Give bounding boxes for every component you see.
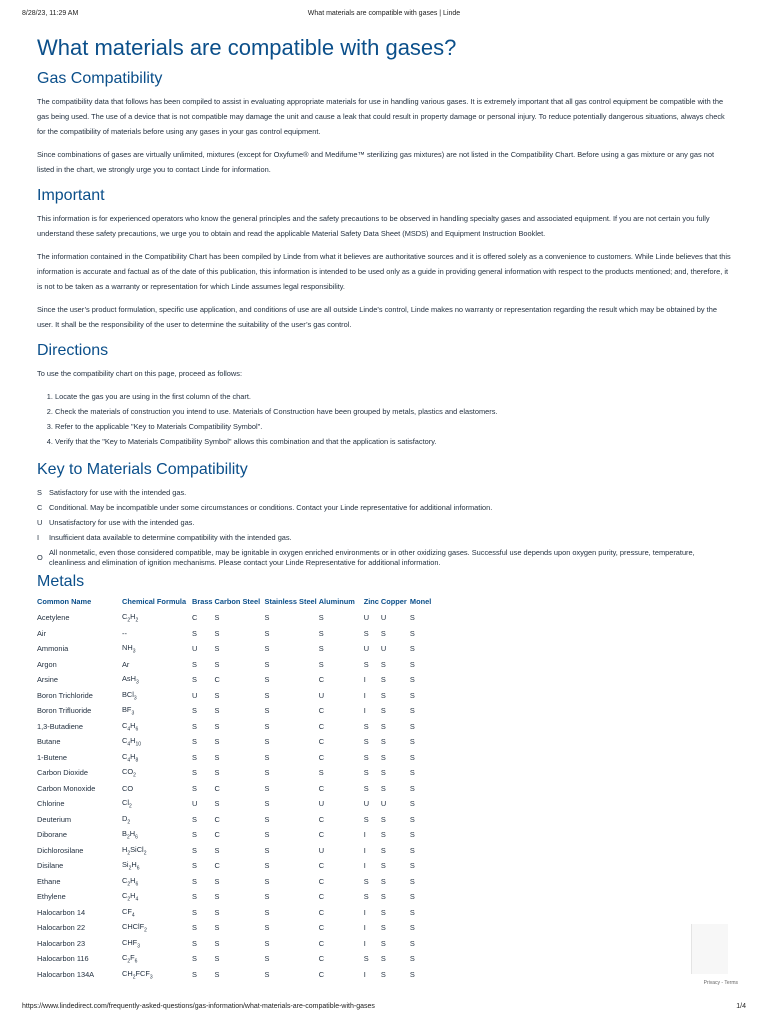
gas-name-cell: Carbon Monoxide — [37, 783, 96, 793]
compatibility-cell: S — [214, 907, 220, 917]
compatibility-cell: C — [318, 907, 325, 917]
table-row — [37, 734, 440, 750]
recaptcha-badge — [691, 924, 728, 974]
table-row — [37, 672, 440, 688]
gas-name-cell: Butane — [37, 737, 61, 747]
compatibility-cell: S — [264, 783, 270, 793]
compatibility-cell: S — [409, 628, 415, 638]
compatibility-cell: S — [380, 954, 386, 964]
gas-name-cell: Diborane — [37, 830, 67, 840]
key-symbol: I — [37, 533, 40, 542]
print-header — [22, 10, 746, 22]
important-heading: Important — [37, 187, 105, 204]
table-row — [37, 688, 440, 704]
compatibility-cell: C — [318, 675, 325, 685]
table-row — [37, 812, 440, 828]
directions-intro: To use the compatibility chart on this page, proceed as follows: — [37, 369, 242, 378]
important-paragraph-3: Since the user’s product formulation, specific use application, and conditions of use are all outside Linde’s control, Linde makes no warranty or representation regarding the result which may be obtained by the user. It shall be the responsibility of the user to determine the suitability of the user’s gas control. — [37, 305, 717, 329]
compatibility-cell: S — [214, 737, 220, 747]
chemical-formula-cell: $C_4H_8$ — [122, 751, 139, 763]
compatibility-cell: S — [409, 783, 415, 793]
column-header: Brass — [192, 597, 213, 606]
compatibility-cell: S — [264, 644, 270, 654]
compatibility-cell: S — [380, 969, 386, 979]
compatibility-cell: S — [214, 768, 220, 778]
compatibility-cell: S — [214, 706, 220, 716]
compatibility-cell: S — [264, 690, 270, 700]
compatibility-cell: S — [380, 892, 386, 902]
chemical-formula-cell: $C_4H_6$ — [122, 720, 139, 732]
compatibility-cell: S — [214, 938, 220, 948]
compatibility-cell: U — [363, 613, 370, 623]
compatibility-cell: S — [363, 737, 369, 747]
table-row — [37, 765, 440, 781]
compatibility-cell: S — [363, 768, 369, 778]
key-symbol: S — [37, 488, 42, 497]
chemical-formula-cell: CO — [122, 783, 134, 793]
compatibility-cell: S — [380, 768, 386, 778]
compatibility-cell: S — [192, 752, 197, 762]
compatibility-cell: S — [380, 907, 386, 917]
gas-name-cell: Halocarbon 23 — [37, 938, 86, 948]
compatibility-cell: C — [318, 706, 325, 716]
directions-step: 3. Refer to the applicable "Key to Materials Compatibility Symbol". — [55, 419, 731, 434]
compatibility-cell: C — [318, 830, 325, 840]
table-row — [37, 936, 440, 952]
column-header: Stainless Steel — [264, 597, 317, 606]
gas-name-cell: Ethane — [37, 876, 61, 886]
compatibility-cell: S — [264, 923, 270, 933]
table-row — [37, 874, 440, 890]
compatibility-cell: U — [192, 690, 198, 700]
article-content — [37, 30, 731, 982]
compatibility-cell: S — [192, 659, 197, 669]
key-description: Satisfactory for use with the intended gas. — [49, 488, 187, 497]
gas-compatibility-paragraph-2: Since combinations of gases are virtually unlimited, mixtures (except for Oxyfume® and Medifume™ sterilizing gas mixtures) are not listed in the Compatibility Chart. Before using a gas mixture or any gas not listed in the chart, we strongly urge you to contact Linde for information. — [37, 150, 715, 174]
table-row — [37, 920, 440, 936]
compatibility-cell: S — [409, 675, 415, 685]
compatibility-cell: S — [363, 783, 369, 793]
page-url: https://www.lindedirect.com/frequently-asked-questions/gas-information/what-materials-are-compatible-with-gases — [22, 1003, 375, 1010]
chemical-formula-cell: $CH_2FCF_3$ — [122, 968, 153, 980]
compatibility-cell: S — [409, 814, 415, 824]
compatibility-cell: S — [409, 876, 415, 886]
page-title: What materials are compatible with gases? — [37, 35, 457, 60]
compatibility-cell: S — [192, 768, 197, 778]
compatibility-cell: S — [380, 675, 386, 685]
gas-compatibility-paragraph-1: The compatibility data that follows has been compiled to assist in evaluating appropriate materials for use in handling various gases. It is extremely important that all gas control equipment be compatible with the gas being used. The use of a device that is not compatible may damage the unit and cause a leak that could result in property damage or personal injury. To reduce potentially dangerous situations, always check for the compatibility of materials before using any gases in your gas control equipment. — [37, 97, 725, 136]
column-header: Monel — [409, 597, 432, 606]
recaptcha-links[interactable]: Privacy - Terms — [703, 980, 738, 986]
compatibility-cell: U — [363, 799, 370, 809]
column-header: Common Name — [37, 597, 92, 606]
print-doc-title: What materials are compatible with gases | Linde — [307, 10, 461, 17]
table-row — [37, 626, 440, 642]
compatibility-cell: C — [318, 876, 325, 886]
compatibility-cell: S — [409, 690, 415, 700]
compatibility-cell: S — [409, 845, 415, 855]
compatibility-cell: U — [380, 799, 387, 809]
key-heading: Key to Materials Compatibility — [37, 461, 248, 478]
gas-name-cell: Ammonia — [37, 644, 69, 654]
key-description: Conditional. May be incompatible under some circumstances or conditions. Contact your Linde representative for additional information. — [49, 503, 493, 512]
compatibility-cell: C — [318, 737, 325, 747]
metals-heading: Metals — [37, 573, 85, 590]
compatibility-cell: S — [192, 783, 197, 793]
compatibility-cell: U — [192, 799, 198, 809]
compatibility-cell: S — [192, 830, 197, 840]
compatibility-cell: C — [318, 752, 325, 762]
page-number: 1/4 — [736, 1003, 746, 1010]
compatibility-cell: S — [214, 923, 220, 933]
gas-name-cell: Halocarbon 14 — [37, 907, 86, 917]
compatibility-cell: C — [214, 814, 220, 824]
table-row — [37, 781, 440, 797]
compatibility-cell: C — [192, 613, 198, 623]
compatibility-cell: S — [380, 706, 386, 716]
compatibility-cell: C — [318, 861, 325, 871]
table-row — [37, 719, 440, 735]
compatibility-cell: S — [363, 659, 369, 669]
compatibility-cell: S — [409, 706, 415, 716]
table-header-row — [37, 597, 440, 610]
compatibility-cell: S — [264, 799, 270, 809]
directions-step: 2. Check the materials of construction you intend to use. Materials of Construction have been grouped by metals, plastics and elastomers. — [55, 404, 731, 419]
compatibility-cell: S — [318, 628, 324, 638]
compatibility-cell: S — [409, 969, 415, 979]
compatibility-cell: S — [409, 721, 415, 731]
compatibility-cell: S — [192, 721, 197, 731]
compatibility-cell: S — [214, 969, 220, 979]
compatibility-cell: S — [409, 768, 415, 778]
compatibility-cell: U — [380, 644, 387, 654]
compatibility-cell: S — [409, 659, 415, 669]
chemical-formula-cell: $Si_2H_6$ — [122, 860, 140, 872]
key-description: All nonmetalic, even those considered compatible, may be ignitable in oxygen enriched environments or in other oxidizing gases. Successful use depends upon oxygen purity, pressure, temperature, cleanliness and elimination of ignition mechanisms. Please contact your Linde Representative for additional information. — [49, 548, 695, 567]
gas-name-cell: Halocarbon 116 — [37, 954, 89, 964]
gas-name-cell: Chlorine — [37, 799, 65, 809]
key-description: Insufficient data available to determine compatibility with the intended gas. — [49, 533, 292, 542]
gas-name-cell: Acetylene — [37, 613, 70, 623]
compatibility-cell: S — [192, 706, 197, 716]
compatibility-cell: S — [318, 613, 324, 623]
gas-name-cell: Argon — [37, 659, 57, 669]
table-row — [37, 827, 440, 843]
compatibility-cell: S — [264, 969, 270, 979]
gas-name-cell: Carbon Dioxide — [37, 768, 88, 778]
table-row — [37, 889, 440, 905]
compatibility-cell: S — [409, 861, 415, 871]
directions-steps — [37, 389, 731, 449]
compatibility-cell: S — [214, 799, 220, 809]
compatibility-cell: S — [264, 768, 270, 778]
table-row — [37, 750, 440, 766]
compatibility-cell: I — [363, 861, 366, 871]
compatibility-cell: S — [192, 737, 197, 747]
print-date: 8/28/23, 11:29 AM — [22, 10, 79, 17]
table-row — [37, 657, 440, 673]
compatibility-cell: S — [192, 969, 197, 979]
column-header: Zinc — [363, 597, 379, 606]
compatibility-cell: S — [380, 721, 386, 731]
compatibility-cell: S — [380, 814, 386, 824]
compatibility-cell: S — [264, 814, 270, 824]
table-row — [37, 796, 440, 812]
chemical-formula-cell: $NH_3$ — [122, 643, 136, 655]
gas-name-cell: Halocarbon 134A — [37, 969, 95, 979]
compatibility-cell: U — [363, 644, 370, 654]
compatibility-cell: I — [363, 690, 366, 700]
compatibility-cell: S — [264, 845, 270, 855]
compatibility-cell: S — [264, 721, 270, 731]
key-description: Unsatisfactory for use with the intended gas. — [49, 518, 195, 527]
gas-name-cell: Deuterium — [37, 814, 72, 824]
compatibility-cell: S — [264, 752, 270, 762]
compatibility-cell: S — [214, 644, 220, 654]
compatibility-cell: S — [192, 628, 197, 638]
compatibility-cell: S — [264, 675, 270, 685]
compatibility-cell: S — [409, 799, 415, 809]
compatibility-cell: S — [264, 613, 270, 623]
chemical-formula-cell: Ar — [122, 659, 130, 669]
compatibility-cell: U — [380, 613, 387, 623]
chemical-formula-cell: $C_2H_4$ — [122, 891, 139, 903]
compatibility-cell: I — [363, 675, 366, 685]
key-item — [37, 548, 731, 568]
compatibility-cell: S — [409, 737, 415, 747]
compatibility-cell: S — [214, 752, 220, 762]
compatibility-cell: S — [264, 907, 270, 917]
chemical-formula-cell: $D_2$ — [122, 813, 131, 825]
compatibility-cell: S — [264, 876, 270, 886]
table-row — [37, 967, 440, 983]
column-header: Carbon Steel — [214, 597, 261, 606]
chemical-formula-cell: -- — [122, 628, 127, 638]
compatibility-cell: S — [380, 830, 386, 840]
compatibility-cell: S — [192, 907, 197, 917]
table-row — [37, 905, 440, 921]
compatibility-cell: S — [192, 923, 197, 933]
compatibility-cell: S — [363, 721, 369, 731]
compatibility-cell: S — [363, 628, 369, 638]
compatibility-cell: S — [380, 783, 386, 793]
compatibility-cell: S — [264, 892, 270, 902]
important-paragraph-2: The information contained in the Compatibility Chart has been compiled by Linde from what it believes are authoritative sources and it is offered solely as a convenience to customers. While Linde believes that this information is accurate and factual as of the date of this publication, this information is intended to be used only as a guide in providing general information with respect to the products mentioned; and, therefore, it is not to be taken as a warranty or representation for which Linde assumes legal responsibility. — [37, 252, 731, 291]
key-symbol: U — [37, 518, 43, 527]
compatibility-cell: U — [318, 799, 325, 809]
chemical-formula-cell: $C_4H_{10}$ — [122, 736, 142, 748]
table-row — [37, 951, 440, 967]
compatibility-cell: S — [214, 628, 220, 638]
chemical-formula-cell: AsH$_3$ — [122, 674, 139, 686]
compatibility-cell: S — [380, 923, 386, 933]
key-item — [37, 530, 731, 545]
chemical-formula-cell: CHClF$_2$ — [122, 922, 147, 934]
key-item — [37, 485, 731, 500]
compatibility-cell: I — [363, 830, 366, 840]
compatibility-cell: C — [318, 969, 325, 979]
compatibility-cell: S — [380, 628, 386, 638]
compatibility-cell: C — [214, 861, 220, 871]
compatibility-cell: S — [318, 659, 324, 669]
compatibility-cell: I — [363, 907, 366, 917]
compatibility-cell: S — [214, 954, 220, 964]
compatibility-cell: S — [264, 861, 270, 871]
compatibility-cell: S — [363, 814, 369, 824]
compatibility-cell: S — [192, 954, 197, 964]
compatibility-cell: S — [409, 938, 415, 948]
compatibility-cell: S — [192, 845, 197, 855]
chemical-formula-cell: $C_2H_2$ — [122, 612, 139, 624]
compatibility-cell: S — [363, 876, 369, 886]
chemical-formula-cell: $CF_4$ — [122, 906, 135, 918]
compatibility-cell: S — [318, 644, 324, 654]
compatibility-cell: S — [264, 659, 270, 669]
compatibility-cell: S — [409, 830, 415, 840]
compatibility-cell: S — [380, 845, 386, 855]
compatibility-cell: S — [380, 737, 386, 747]
compatibility-cell: S — [214, 721, 220, 731]
column-header: Chemical Formula — [122, 597, 187, 606]
key-item — [37, 515, 731, 530]
compatibility-cell: C — [318, 814, 325, 824]
key-item — [37, 500, 731, 515]
compatibility-cell: S — [318, 768, 324, 778]
table-row — [37, 703, 440, 719]
table-row — [37, 843, 440, 859]
compatibility-cell: U — [318, 845, 325, 855]
table-row — [37, 641, 440, 657]
compatibility-cell: S — [363, 892, 369, 902]
compatibility-cell: S — [409, 954, 415, 964]
chemical-formula-cell: $CO_2$ — [122, 767, 136, 779]
compatibility-cell: S — [409, 752, 415, 762]
compatibility-cell: C — [318, 954, 325, 964]
directions-heading: Directions — [37, 342, 109, 359]
compatibility-cell: I — [363, 923, 366, 933]
compatibility-cell: S — [192, 876, 197, 886]
compatibility-cell: S — [409, 907, 415, 917]
compatibility-cell: S — [363, 752, 369, 762]
compatibility-cell: S — [264, 706, 270, 716]
compatibility-cell: S — [192, 675, 197, 685]
compatibility-cell: S — [214, 613, 220, 623]
compatibility-cell: S — [380, 690, 386, 700]
compatibility-cell: S — [380, 659, 386, 669]
gas-name-cell: 1-Butene — [37, 752, 67, 762]
directions-step: 1. Locate the gas you are using in the first column of the chart. — [55, 389, 731, 404]
gas-name-cell: 1,3-Butadiene — [37, 721, 84, 731]
gas-name-cell: Air — [37, 628, 47, 638]
table-row — [37, 858, 440, 874]
compatibility-cell: S — [380, 752, 386, 762]
compatibility-cell: S — [214, 659, 220, 669]
chemical-formula-cell: $CHF_3$ — [122, 937, 140, 949]
gas-name-cell: Dichlorosilane — [37, 845, 84, 855]
compatibility-cell: U — [192, 644, 198, 654]
compatibility-cell: S — [192, 814, 197, 824]
chemical-formula-cell: $Cl_2$ — [122, 798, 132, 810]
chemical-formula-cell: BCl$_3$ — [122, 689, 137, 701]
key-symbol: C — [37, 503, 43, 512]
chemical-formula-cell: $BF_3$ — [122, 705, 135, 717]
compatibility-cell: U — [318, 690, 325, 700]
compatibility-cell: S — [409, 613, 415, 623]
compatibility-cell: C — [214, 783, 220, 793]
compatibility-cell: S — [264, 938, 270, 948]
chemical-formula-cell: $B_2H_6$ — [122, 829, 138, 841]
compatibility-cell: I — [363, 969, 366, 979]
compatibility-cell: I — [363, 706, 366, 716]
compatibility-cell: C — [318, 923, 325, 933]
key-list — [37, 485, 731, 568]
compatibility-cell: C — [214, 830, 220, 840]
metals-compatibility-table — [37, 597, 440, 982]
column-header: Aluminum — [318, 597, 355, 606]
compatibility-cell: S — [192, 892, 197, 902]
compatibility-cell: C — [318, 892, 325, 902]
chemical-formula-cell: $C_2H_6$ — [122, 875, 139, 887]
compatibility-cell: S — [214, 892, 220, 902]
compatibility-cell: C — [214, 675, 220, 685]
compatibility-cell: S — [380, 861, 386, 871]
compatibility-cell: S — [264, 954, 270, 964]
compatibility-cell: S — [409, 644, 415, 654]
compatibility-cell: S — [363, 954, 369, 964]
important-paragraph-1: This information is for experienced operators who know the general principles and the safety precautions to be observed in handling specialty gases and associated equipment. If you are not certain you fully understand these safety precautions, we urge you to obtain and read the applicable Material Safety Data Sheet (MSDS) and Equipment Instruction Booklet. — [37, 214, 710, 238]
gas-name-cell: Arsine — [37, 675, 58, 685]
compatibility-cell: S — [192, 938, 197, 948]
compatibility-cell: S — [409, 923, 415, 933]
compatibility-cell: S — [192, 861, 197, 871]
compatibility-cell: S — [380, 938, 386, 948]
gas-name-cell: Ethylene — [37, 892, 66, 902]
gas-name-cell: Disilane — [37, 861, 64, 871]
compatibility-cell: S — [264, 628, 270, 638]
compatibility-cell: I — [363, 938, 366, 948]
directions-step: 4. Verify that the "Key to Materials Compatibility Symbol" allows this combination and that the application is satisfactory. — [55, 434, 731, 449]
compatibility-cell: C — [318, 938, 325, 948]
chemical-formula-cell: $H_2SiCl_2$ — [122, 844, 147, 856]
gas-compatibility-heading: Gas Compatibility — [37, 70, 163, 87]
compatibility-cell: S — [264, 737, 270, 747]
compatibility-cell: I — [363, 845, 366, 855]
compatibility-cell: S — [214, 876, 220, 886]
gas-name-cell: Boron Trifluoride — [37, 706, 92, 716]
table-row — [37, 610, 440, 626]
compatibility-cell: S — [214, 845, 220, 855]
gas-name-cell: Halocarbon 22 — [37, 923, 86, 933]
compatibility-cell: C — [318, 721, 325, 731]
gas-name-cell: Boron Trichloride — [37, 690, 93, 700]
column-header: Copper — [380, 597, 407, 606]
compatibility-cell: S — [409, 892, 415, 902]
compatibility-cell: S — [380, 876, 386, 886]
compatibility-cell: S — [264, 830, 270, 840]
compatibility-cell: S — [214, 690, 220, 700]
chemical-formula-cell: $C_2F_6$ — [122, 953, 138, 965]
key-symbol: O — [37, 553, 43, 562]
metals-table-body — [37, 610, 440, 982]
compatibility-cell: C — [318, 783, 325, 793]
